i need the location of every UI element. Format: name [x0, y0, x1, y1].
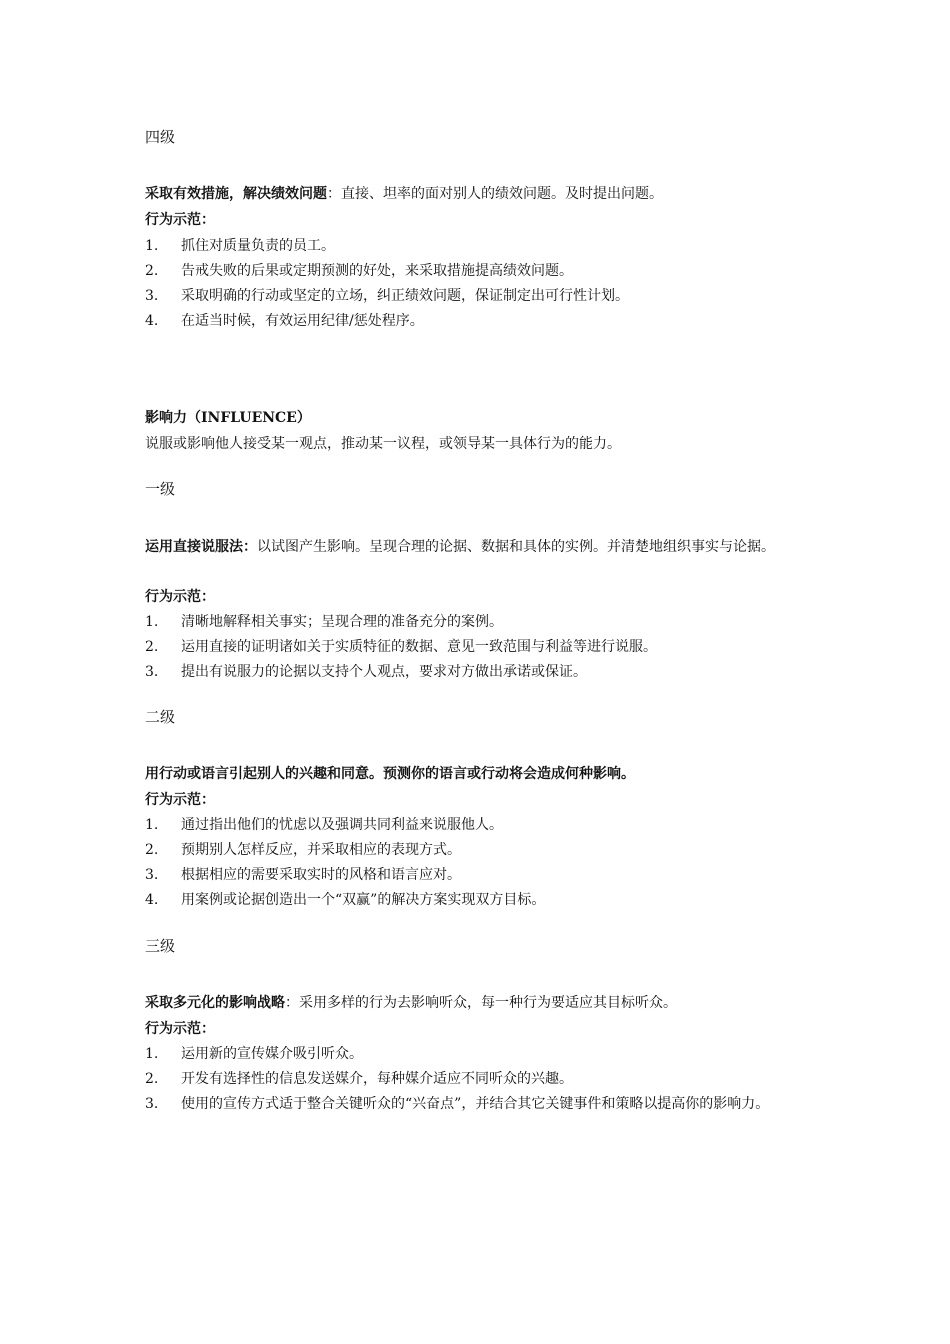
level3-examples-label: 行为示范：	[145, 1021, 215, 1037]
level3-desc: ：采用多样的行为去影响听众，每一种行为要适应其目标听众。	[285, 995, 677, 1011]
level4-examples-label: 行为示范：	[145, 212, 215, 228]
document-page: 四级 采取有效措施，解决绩效问题：直接、坦率的面对别人的绩效问题。及时提出问题。 行为示范： 1. 抓住对质量负责的员工。 2. 告戒失败的后果或定期预测的好处，来采取措施提高绩效问题。 3. 采取明确的行动或坚定的立场，纠正绩效问题，保证制定出可行性计划。 4. 在适当时候，有效运用纪律/惩处程序。 影响力（INFLUENCE） 说服或影响他人接受某一观点，推动某一议程，或领导某一具体行为的能力。 一级 运用直接说服法：以试图产生影响。呈现合理的论据、数据和具体的实例。并清楚地组织事实与论据。 行为示范： 1. 清晰地解释相关事实；呈现合理的准备充分的案例。 2. 运用直接的证明诸如关于实质特征的数据、意见一致范围与利益等进行说服。 3. 提出有说服力的论据以支持个人观点，要求对方做出承诺或保证。 二级 用行动或语言引起别人的兴趣和同意。预测你的语言或行动将会造成何种影响。 行为示范： 1. 通过指出他们的忧虑以及强调共同利益来说服他人。 2. 预期别人怎样反应，并采取相应的表现方式。 3. 根据相应的需要采取实时的风格和语言应对。 4. 用案例或论据创造出一个“双赢”的解决方案实现双方目标。 三级 采取多元化的影响战略：采用多样的行为去影响听众，每一种行为要适应其目标听众。 行为示范： 1. 运用新的宣传媒介吸引听众。 2. 开发有选择性的信息发送媒介，每种媒介适应不同听众的兴趣。 3. 使用的宣传方式适于整合关键听众的“兴奋点”，并结合其它关键事件和策略以提高你的影响力。	[0, 0, 950, 1344]
level3-title: 三级	[145, 937, 176, 955]
level2-title: 二级	[145, 708, 176, 726]
level1-heading: 运用直接说服法：	[145, 539, 257, 555]
level4-heading-line	[145, 181, 663, 207]
level3-heading: 采取多元化的影响战略	[145, 995, 285, 1011]
influence-title: 影响力（INFLUENCE）	[145, 410, 311, 426]
level4-title: 四级	[145, 128, 176, 146]
level1-title: 一级	[145, 480, 176, 498]
influence-definition: 说服或影响他人接受某一观点，推动某一议程，或领导某一具体行为的能力。	[145, 436, 621, 452]
level1-examples-label: 行为示范：	[145, 589, 215, 605]
level1-heading-line	[145, 534, 810, 560]
level4-heading: 采取有效措施，解决绩效问题	[145, 186, 327, 202]
level3-heading-line	[145, 990, 677, 1016]
level4-desc: ：直接、坦率的面对别人的绩效问题。及时提出问题。	[327, 186, 663, 202]
level1-desc: 以试图产生影响。呈现合理的论据、数据和具体的实例。并清楚地组织事实与论据。	[257, 539, 775, 555]
level2-examples-label: 行为示范：	[145, 792, 215, 808]
level2-heading: 用行动或语言引起别人的兴趣和同意。预测你的语言或行动将会造成何种影响。	[145, 766, 635, 782]
